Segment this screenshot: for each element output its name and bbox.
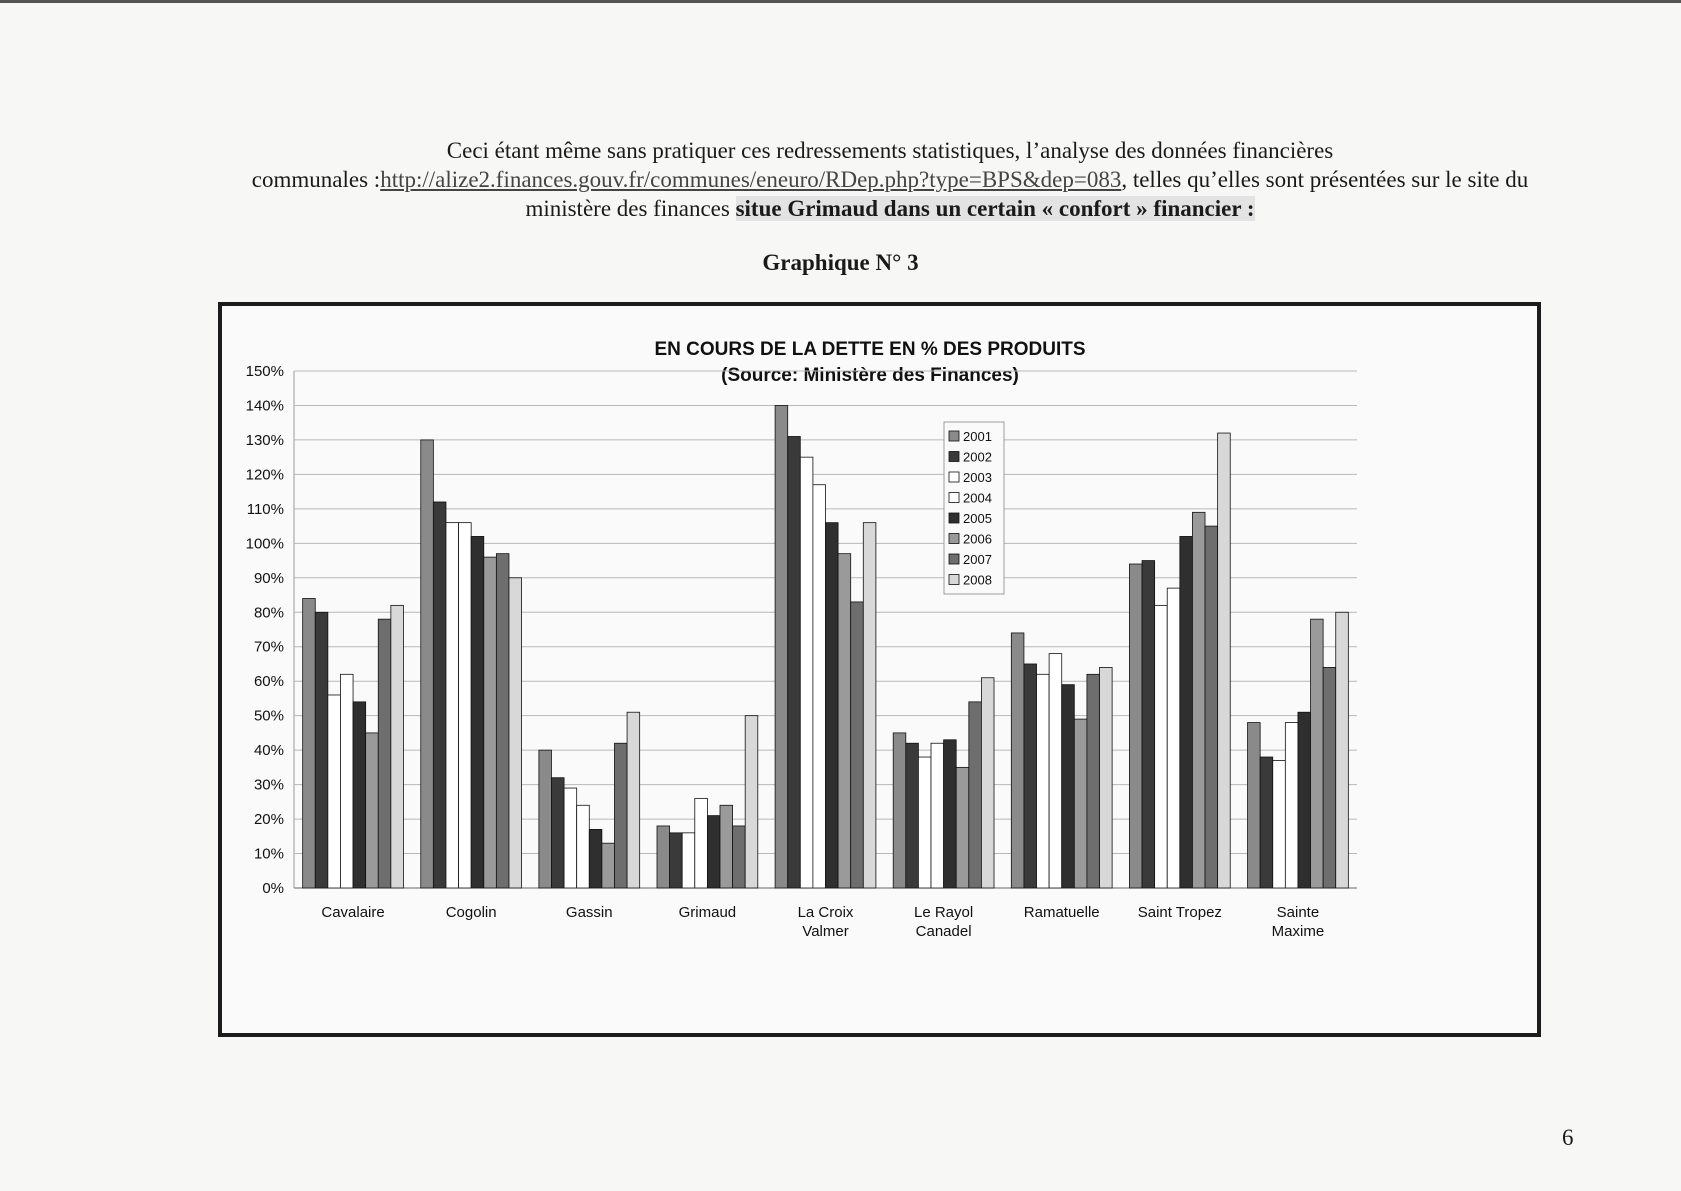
bar xyxy=(813,485,826,888)
bar xyxy=(366,733,379,888)
bar xyxy=(682,833,695,888)
bar xyxy=(826,523,839,888)
source-link[interactable]: http://alize2.finances.gouv.fr/communes/eneuro/RDep.php?type=BPS&dep=083 xyxy=(380,167,1122,192)
x-tick-label: Cavalaire xyxy=(321,904,385,921)
bar-chart xyxy=(222,306,1537,1033)
bar xyxy=(315,612,328,888)
bar xyxy=(1260,757,1273,888)
y-tick-label: 110% xyxy=(246,500,284,518)
bar xyxy=(303,598,316,888)
y-tick-label: 0% xyxy=(262,880,284,897)
bar xyxy=(800,457,813,888)
bar xyxy=(956,767,969,888)
bar xyxy=(471,536,484,888)
legend-label: 2007 xyxy=(963,552,992,567)
y-tick-label: 150% xyxy=(245,363,284,380)
bar xyxy=(1155,605,1168,888)
chart-subtitle: (Source: Ministère des Finances) xyxy=(721,365,1019,386)
x-axis-labels xyxy=(321,904,1324,940)
intro-line-2-prefix: communales : xyxy=(251,167,381,192)
x-tick-label: Le Rayol xyxy=(914,904,974,921)
bar xyxy=(391,605,404,888)
y-tick-label: 140% xyxy=(245,397,284,415)
bar xyxy=(602,843,615,888)
x-tick-label: Ramatuelle xyxy=(1023,904,1100,921)
y-tick-label: 20% xyxy=(253,811,284,829)
bar xyxy=(1205,526,1218,888)
legend-label: 2008 xyxy=(963,572,992,588)
bar xyxy=(851,602,864,888)
bars xyxy=(303,405,1349,888)
bar xyxy=(1311,619,1324,888)
chart-title: EN COURS DE LA DETTE EN % DES PRODUITS xyxy=(654,339,1086,360)
legend-swatch xyxy=(949,554,959,564)
bar xyxy=(1011,633,1024,888)
bar xyxy=(459,523,472,888)
x-tick-label: Cogolin xyxy=(445,904,497,921)
legend-label: 2004 xyxy=(963,490,992,506)
intro-line-3-prefix: ministère des finances xyxy=(525,196,736,221)
bar xyxy=(1180,536,1193,888)
x-tick-label: La Croix xyxy=(797,904,854,921)
bar xyxy=(1248,723,1261,888)
bar xyxy=(1192,512,1205,888)
bar xyxy=(944,740,957,888)
legend-box xyxy=(944,422,1004,594)
bar xyxy=(589,829,602,888)
bar xyxy=(577,805,590,888)
bar xyxy=(1074,719,1087,888)
x-tick-label: Sainte xyxy=(1276,904,1320,921)
bar xyxy=(1062,685,1075,888)
y-tick-label: 10% xyxy=(253,845,284,863)
y-tick-label: 40% xyxy=(253,742,284,760)
bar xyxy=(1323,667,1336,888)
y-tick-label: 120% xyxy=(245,466,284,484)
x-tick-label: Maxime xyxy=(1271,923,1325,940)
bar xyxy=(775,405,788,888)
bar xyxy=(1049,654,1062,888)
graph-title: Graphique N° 3 xyxy=(762,250,919,275)
y-tick-label: 80% xyxy=(253,604,284,622)
intro-line-2 xyxy=(215,165,1565,194)
bar xyxy=(863,523,876,888)
bar xyxy=(707,816,720,888)
bar xyxy=(720,805,733,888)
y-tick-label: 50% xyxy=(253,707,284,725)
y-tick-label: 30% xyxy=(253,776,284,794)
bar xyxy=(745,716,758,888)
intro-highlight: situe Grimaud dans un certain « confort » financier : xyxy=(735,196,1255,221)
legend-swatch xyxy=(949,452,959,462)
bar xyxy=(1129,564,1142,888)
bar xyxy=(1336,612,1349,888)
bar xyxy=(1273,760,1286,888)
legend xyxy=(944,422,1004,594)
legend-swatch xyxy=(949,534,959,544)
bar xyxy=(539,750,552,888)
bar xyxy=(670,833,683,888)
bar xyxy=(1167,588,1180,888)
bar xyxy=(893,733,906,888)
bar xyxy=(1298,712,1311,888)
y-tick-label: 90% xyxy=(253,569,284,587)
bar xyxy=(838,554,851,888)
bar xyxy=(1285,723,1298,888)
y-tick-label: 130% xyxy=(245,431,284,449)
x-tick-label: Grimaud xyxy=(678,904,737,921)
intro-line-2-suffix: , telles qu’elles sont présentées sur le site du xyxy=(1121,167,1529,192)
bar xyxy=(1100,667,1113,888)
bar xyxy=(421,440,434,888)
y-tick-label: 60% xyxy=(253,673,284,691)
bar xyxy=(328,695,341,888)
bar xyxy=(1142,561,1155,888)
bar xyxy=(1037,674,1050,888)
bar xyxy=(627,712,640,888)
legend-swatch xyxy=(949,493,959,503)
legend-swatch xyxy=(949,431,959,441)
bar xyxy=(564,788,577,888)
intro-line-1: Ceci étant même sans pratiquer ces redressements statistiques, l’analyse des données financières xyxy=(446,138,1334,163)
legend-label: 2001 xyxy=(963,429,992,444)
bar xyxy=(906,743,919,888)
bar xyxy=(446,523,459,888)
bar xyxy=(657,826,670,888)
bar xyxy=(340,674,353,888)
bar xyxy=(1087,674,1100,888)
legend-swatch xyxy=(949,472,959,482)
legend-label: 2006 xyxy=(963,531,992,547)
legend-label: 2005 xyxy=(963,511,992,526)
bar xyxy=(509,578,522,888)
page-number: 6 xyxy=(1562,1125,1574,1150)
y-tick-label: 70% xyxy=(253,638,284,656)
x-tick-label: Saint Tropez xyxy=(1137,904,1222,921)
bar xyxy=(496,554,509,888)
legend-swatch xyxy=(949,513,959,523)
bar xyxy=(969,702,982,888)
legend-swatch xyxy=(949,575,959,585)
y-axis-ticks xyxy=(246,363,284,897)
intro-line-3 xyxy=(215,194,1565,223)
bar xyxy=(931,743,944,888)
bar xyxy=(353,702,366,888)
bar xyxy=(1024,664,1037,888)
top-rule xyxy=(0,0,1681,3)
intro-paragraph xyxy=(215,136,1565,223)
bar xyxy=(614,743,627,888)
legend-label: 2002 xyxy=(963,449,992,465)
bar xyxy=(484,557,497,888)
bar xyxy=(433,502,446,888)
bar xyxy=(918,757,931,888)
chart-frame xyxy=(218,302,1541,1037)
legend-label: 2003 xyxy=(963,470,992,485)
x-tick-label: Gassin xyxy=(565,904,613,921)
bar xyxy=(1218,433,1231,888)
bar xyxy=(695,798,708,888)
bar xyxy=(551,778,564,888)
x-tick-label: Canadel xyxy=(915,923,972,940)
x-tick-label: Valmer xyxy=(802,923,849,940)
bar xyxy=(733,826,746,888)
bar xyxy=(788,436,801,888)
bar xyxy=(981,678,994,888)
y-tick-label: 100% xyxy=(245,535,284,553)
bar xyxy=(378,619,391,888)
